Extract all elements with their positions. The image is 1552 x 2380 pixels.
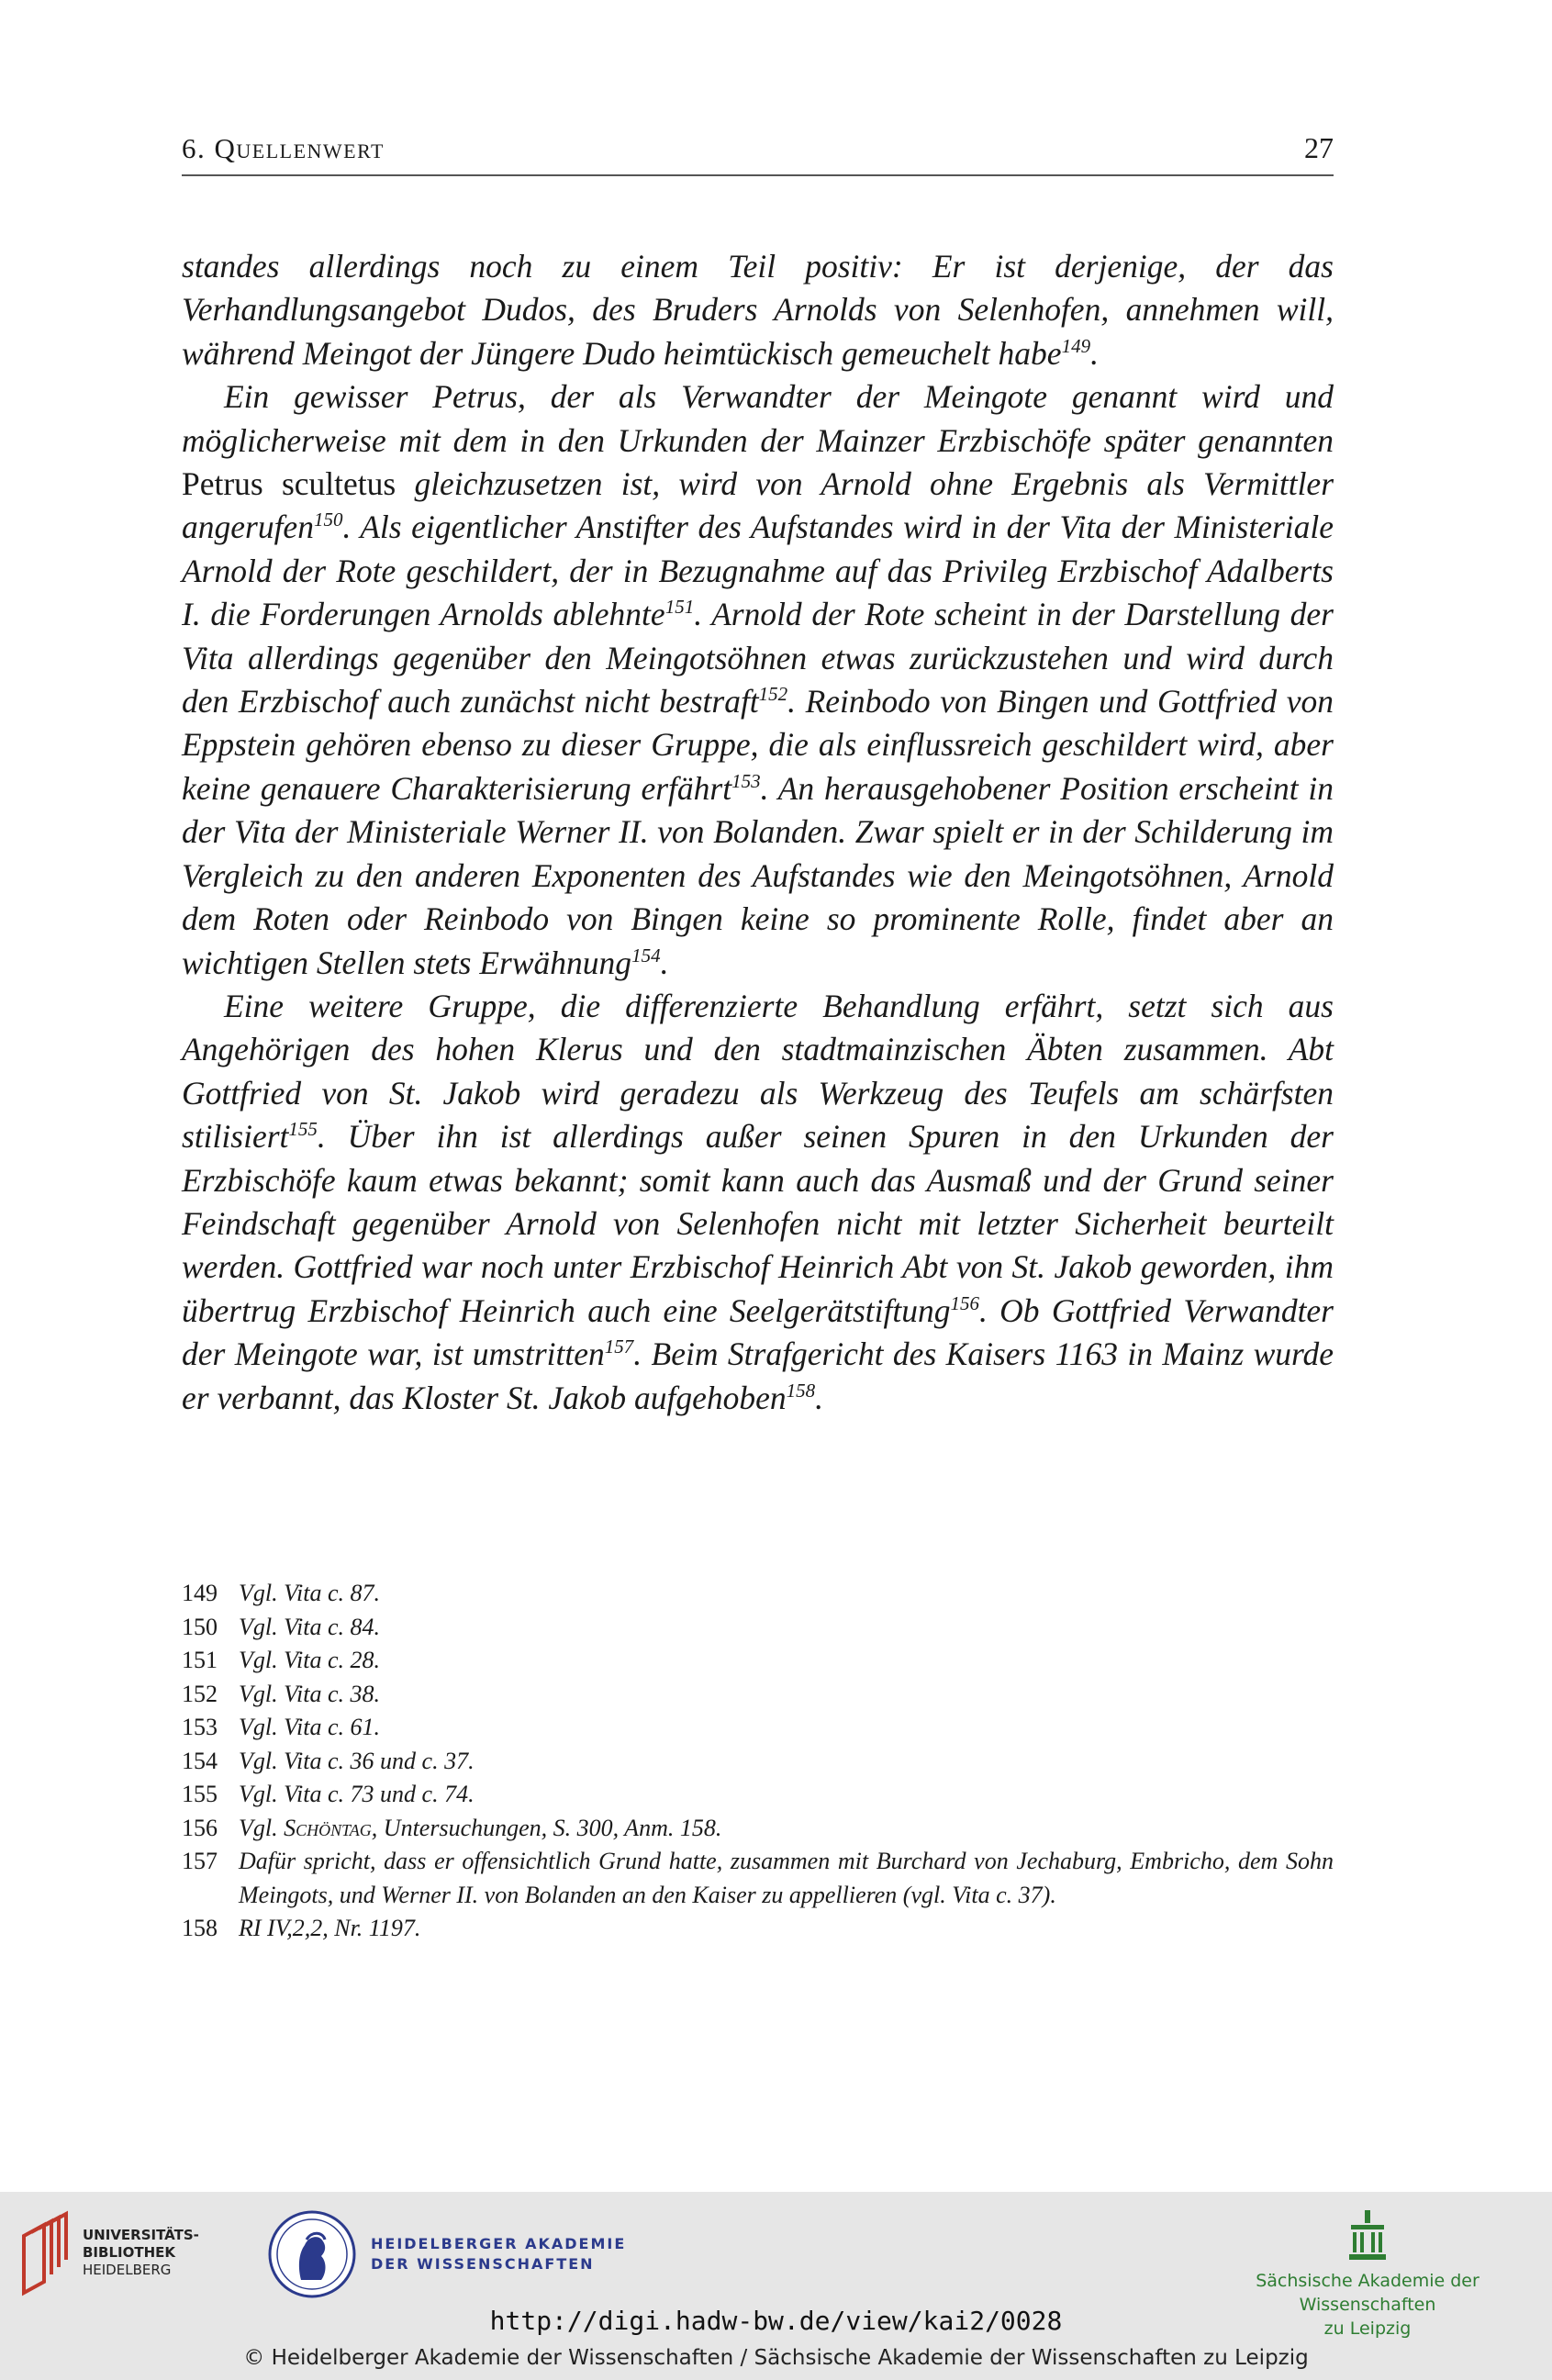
footnote-151 — [182, 1644, 1334, 1678]
footnote-ref-154[interactable]: 154 — [631, 944, 661, 967]
footnote-155 — [182, 1778, 1334, 1812]
footnote-152 — [182, 1678, 1334, 1712]
footnote-154 — [182, 1745, 1334, 1779]
footnote-ref-156[interactable]: 156 — [950, 1291, 979, 1314]
footnote-text: Vgl. Vita c. 36 und c. 37. — [239, 1747, 475, 1774]
text-run: . — [1090, 334, 1099, 372]
ub-line: UNIVERSITÄTS- — [83, 2227, 199, 2243]
footnote-text: Vgl. Vita c. 73 und c. 74. — [239, 1781, 475, 1807]
footnote-ref-150[interactable]: 150 — [313, 508, 343, 531]
footnote-ref-155[interactable]: 155 — [288, 1118, 318, 1141]
text-run: . An herausgehobener Position erscheint in der Vita der Ministeriale Werner II. von Bolanden. Zwar spielt er in der Schilderung im Vergleich zu den anderen Exponenten des Aufstandes wie den Meingotsöhnen, Arnold dem Roten oder Reinbodo von Bingen keine so prominente Rolle, findet aber an wichtigen Stellen stets Erwähnung — [182, 769, 1334, 981]
footnote-text — [239, 1812, 1334, 1846]
main-text — [182, 245, 1334, 1420]
footnote-number: 149 — [182, 1580, 218, 1606]
footnote-number: 153 — [182, 1714, 218, 1740]
text-run: . — [815, 1379, 823, 1416]
saw-line: Sächsische Akademie der Wissenschaften — [1256, 2271, 1479, 2315]
footnote-text: Vgl. Vita c. 84. — [239, 1613, 381, 1640]
footnote-number: 157 — [182, 1848, 218, 1874]
footnote-158 — [182, 1912, 1334, 1946]
paragraph-2 — [182, 375, 1334, 985]
footnote-text: Vgl. Vita c. 28. — [239, 1647, 381, 1673]
footnote-number: 155 — [182, 1781, 218, 1807]
text-run: . Als eigentlicher Anstifter des Aufstandes wird in der Vita der Ministeriale Arnold der Rote geschildert, der in Bezugnahme auf das Privileg Erzbischof Adalberts I. die Forderungen Arnolds ablehnte — [182, 508, 1334, 633]
footnote-number: 152 — [182, 1680, 218, 1707]
hadw-logo-text — [371, 2234, 626, 2274]
footnote-number: 158 — [182, 1915, 218, 1941]
page-number: 27 — [1304, 131, 1334, 164]
footnote-156 — [182, 1812, 1334, 1846]
text-run: . Ob Gottfried Verwandter der Meingote war, ist umstritten — [182, 1291, 1334, 1373]
footnote-ref-153[interactable]: 153 — [731, 769, 761, 792]
hadw-logo[interactable] — [266, 2208, 626, 2300]
ub-logo-text — [83, 2227, 199, 2279]
footnote-ref-152[interactable]: 152 — [758, 683, 788, 706]
footnote-ref-151[interactable]: 151 — [664, 596, 695, 619]
text-run: gleichzusetzen ist, wird von Arnold ohne Ergebnis als Vermittler angerufen — [182, 465, 1334, 546]
hadw-line: DER WISSENSCHAFTEN — [371, 2255, 595, 2273]
footnote-text: RI IV,2,2, Nr. 1197. — [239, 1915, 421, 1941]
ub-line: HEIDELBERG — [83, 2262, 172, 2278]
ub-line: BIBLIOTHEK — [83, 2244, 175, 2261]
paragraph-1 — [182, 245, 1334, 375]
footer-band — [0, 2192, 1552, 2380]
copyright-notice: © Heidelberger Akademie der Wissenschaften / Sächsische Akademie der Wissenschaften zu Leipzig — [243, 2346, 1309, 2370]
text-run: . Arnold der Rote scheint in der Darstellung der Vita allerdings gegenüber den Meingotsöhnen etwas zurückzustehen und wird durch den Erzbischof auch zunächst nicht bestraft — [182, 596, 1334, 721]
author-name: Schöntag — [284, 1814, 372, 1841]
building-icon — [1347, 2208, 1388, 2262]
academy-seal-icon — [266, 2208, 358, 2300]
text-run: . — [660, 944, 669, 981]
ub-heidelberg-logo[interactable] — [17, 2208, 199, 2296]
permalink-url[interactable]: http://digi.hadw-bw.de/view/kai2/0028 — [489, 2306, 1063, 2336]
text-run: . Über ihn ist allerdings außer seinen Spuren in den Urkunden der Erzbischöfe kaum etwas bekannt; somit kann auch das Ausmaß und der Grund seiner Feindschaft gegenüber Arnold von Selenhofen nicht mit letzter Sicherheit beurteilt werden. Gottfried war noch unter Erzbischof Heinrich Abt von St. Jakob geworden, ihm übertrug Erzbischof Heinrich auch eine Seelgerätstiftung — [182, 1118, 1334, 1329]
footnote-ref-158[interactable]: 158 — [786, 1379, 816, 1402]
footnote-text-run: Vgl. — [239, 1814, 285, 1841]
text-run: Eine weitere Gruppe, die differenzierte Behandlung erfährt, setzt sich aus Angehörigen des hohen Klerus und den stadtmainzischen Äbten zusammen. Abt Gottfried von St. Jakob wird geradezu als Werkzeug des Teufels am schärfsten stilisiert — [182, 987, 1334, 1156]
text-run: standes allerdings noch zu einem Teil positiv: Er ist derjenige, der das Verhandlungsangebot Dudos, des Bruders Arnolds von Selenhofen, annehmen will, während Meingot der Jüngere Dudo heimtückisch gemeuchelt habe — [182, 248, 1334, 372]
footnote-number: 151 — [182, 1647, 218, 1673]
footnote-text-run: , Untersuchungen, S. 300, Anm. 158. — [371, 1814, 722, 1841]
footnote-157 — [182, 1845, 1334, 1912]
paragraph-3 — [182, 985, 1334, 1420]
roman-term: Petrus scultetus — [182, 465, 396, 503]
text-run: . Beim Strafgericht des Kaisers 1163 in Mainz wurde er verbannt, das Kloster St. Jakob aufgehoben — [182, 1335, 1334, 1416]
running-head — [182, 131, 1334, 176]
ub-book-icon — [17, 2208, 72, 2296]
footnote-text: Vgl. Vita c. 61. — [239, 1714, 381, 1740]
hadw-line: HEIDELBERGER AKADEMIE — [371, 2235, 627, 2252]
footnote-ref-149[interactable]: 149 — [1061, 334, 1091, 357]
saw-line: zu Leipzig — [1323, 2319, 1412, 2339]
footnote-text: Vgl. Vita c. 87. — [239, 1580, 381, 1606]
footnote-153 — [182, 1711, 1334, 1745]
chapter-title: 6. Quellenwert — [182, 132, 385, 164]
text-run: . Reinbodo von Bingen und Gottfried von Eppstein gehören ebenso zu dieser Gruppe, die als einflussreich geschildert wird, aber keine genauere Charakterisierung erfährt — [182, 683, 1334, 807]
footnote-number: 150 — [182, 1613, 218, 1640]
footnote-150 — [182, 1611, 1334, 1645]
footnote-ref-157[interactable]: 157 — [604, 1335, 634, 1358]
footnote-number: 154 — [182, 1747, 218, 1774]
footnote-number: 156 — [182, 1814, 218, 1841]
footnote-149 — [182, 1577, 1334, 1611]
footnote-text: Dafür spricht, dass er offensichtlich Grund hatte, zusammen mit Burchard von Jechaburg, Embricho, dem Sohn Meingots, und Werner II. von Bolanden an den Kaiser zu appellieren (vgl. Vita c. 37). — [239, 1848, 1334, 1908]
text-run: Ein gewisser Petrus, der als Verwandter der Meingote genannt wird und möglicherweise mit dem in den Urkunden der Mainzer Erzbischöfe später genannten — [182, 378, 1334, 459]
footnote-text: Vgl. Vita c. 38. — [239, 1680, 381, 1707]
footnotes — [182, 1577, 1334, 1946]
